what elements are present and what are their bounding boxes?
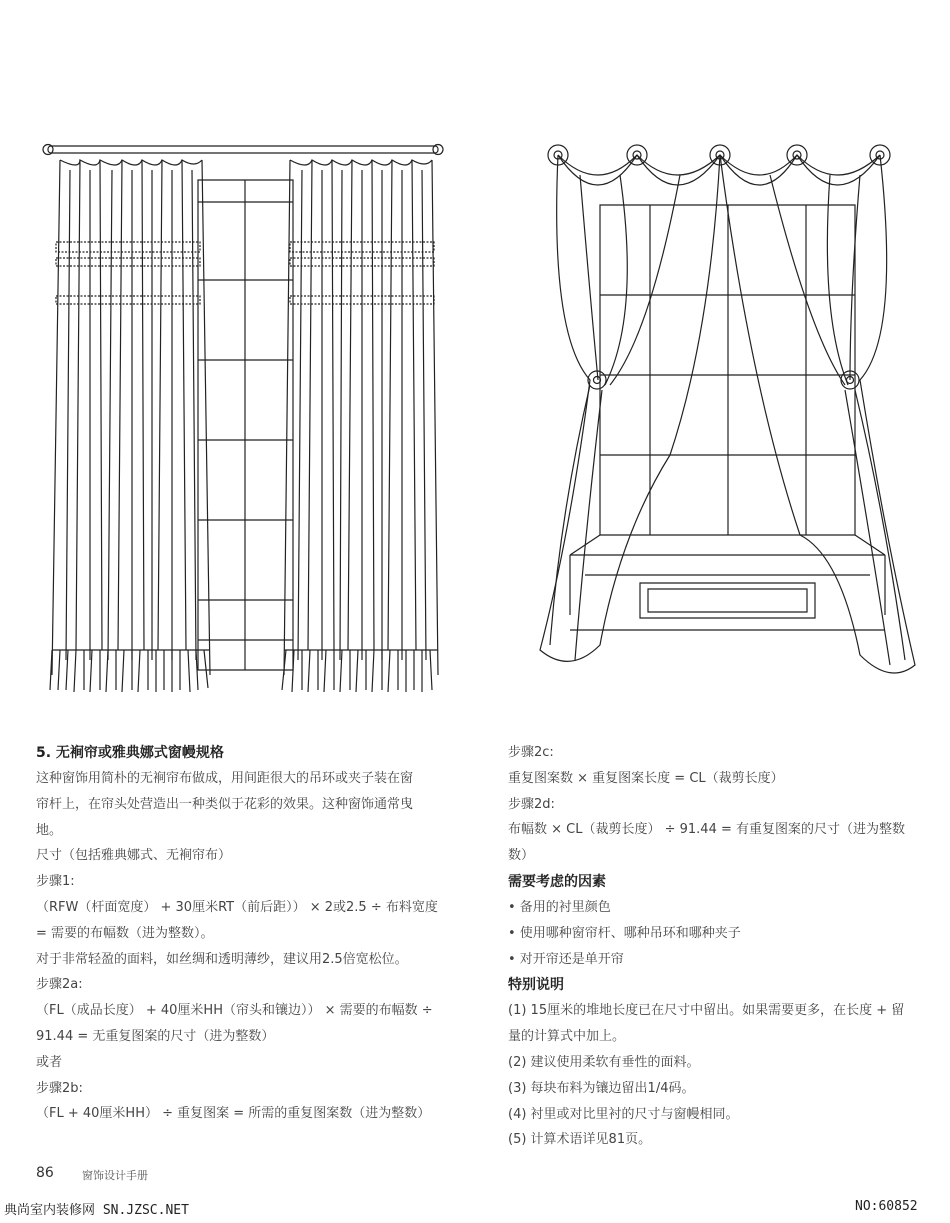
factor-item: • 对开帘还是单开帘 (508, 951, 624, 967)
note-item: (5) 计算术语详见81页。 (508, 1132, 652, 1148)
factor-item: • 备用的衬里颜色 (508, 899, 611, 915)
factors-heading: 需要考虑的因素 (508, 873, 606, 890)
curtain-panel-left (50, 160, 210, 692)
text-line: 步骤2c: (508, 745, 554, 760)
tieback-icons (588, 371, 859, 389)
window-frame (570, 205, 885, 630)
curtain-rod (43, 145, 443, 155)
left-text-column (36, 740, 466, 1127)
notes-heading: 特别说明 (508, 977, 564, 994)
text-line: （FL（成品长度） + 40厘米HH（帘头和镶边）） × 需要的布幅数 ÷ (36, 1003, 433, 1019)
curtain-panel-right (282, 160, 438, 692)
note-item: 量的计算式中加上。 (508, 1029, 626, 1045)
text-line: 数） (508, 848, 535, 864)
text-line: 步骤2a: (36, 977, 83, 993)
text-line: 91.44 = 无重复图案的尺寸（进为整数） (36, 1028, 275, 1044)
text-line: 对于非常轻盈的面料，如丝绸和透明薄纱，建议用2.5倍宽松位。 (36, 951, 408, 967)
text-line: 帘杆上，在帘头处营造出一种类似于花彩的效果。这种窗饰通常曳 (36, 796, 414, 812)
text-line: 布幅数 × CL（裁剪长度） ÷ 91.44 = 有重复图案的尺寸（进为整数 (508, 822, 906, 838)
text-line: 重复图案数 × 重复图案长度 = CL（裁剪长度） (508, 770, 784, 786)
note-item: (3) 每块布料为镶边留出1/4码。 (508, 1080, 695, 1096)
note-item: (1) 15厘米的堆地长度已在尺寸中留出。如果需要更多，在长度 + 留 (508, 1003, 905, 1019)
factor-item: • 使用哪种窗帘杆、哪种吊环和哪种夹子 (508, 925, 741, 941)
text-line: 或者 (36, 1054, 63, 1070)
page-number: 86 (36, 1165, 54, 1181)
text-line: 尺寸（包括雅典娜式、无裥帘布） (36, 848, 232, 864)
note-item: (4) 衬里或对比里衬的尺寸与窗幔相同。 (508, 1106, 739, 1122)
text-line: （FL + 40厘米HH） ÷ 重复图案 = 所需的重复图案数（进为整数） (36, 1106, 431, 1122)
section-heading: 5. 无裥帘或雅典娜式窗幔规格 (36, 745, 224, 761)
curtain-illustration-right (530, 135, 930, 700)
text-line: 地。 (36, 822, 63, 838)
text-line: 步骤1: (36, 874, 75, 890)
text-line: 步骤2d: (508, 796, 555, 812)
curtain-illustration-left (40, 130, 445, 700)
book-title: 窗饰设计手册 (82, 1169, 148, 1182)
watermark-right: NO:60852 (855, 1199, 918, 1214)
text-line: = 需要的布幅数（进为整数）。 (36, 925, 214, 941)
watermark-left: 典尚室内装修网 SN.JZSC.NET (4, 1203, 189, 1218)
text-line: （RFW（杆面宽度） + 30厘米RT（前后距）） × 2或2.5 ÷ 布料宽度 (36, 899, 438, 915)
window-frame (198, 180, 293, 670)
text-line: 步骤2b: (36, 1080, 83, 1096)
note-item: (2) 建议使用柔软有垂性的面料。 (508, 1054, 700, 1070)
text-line: 这种窗饰用简朴的无裥帘布做成，用间距很大的吊环或夹子装在窗 (36, 771, 414, 786)
right-text-column (508, 740, 938, 1153)
